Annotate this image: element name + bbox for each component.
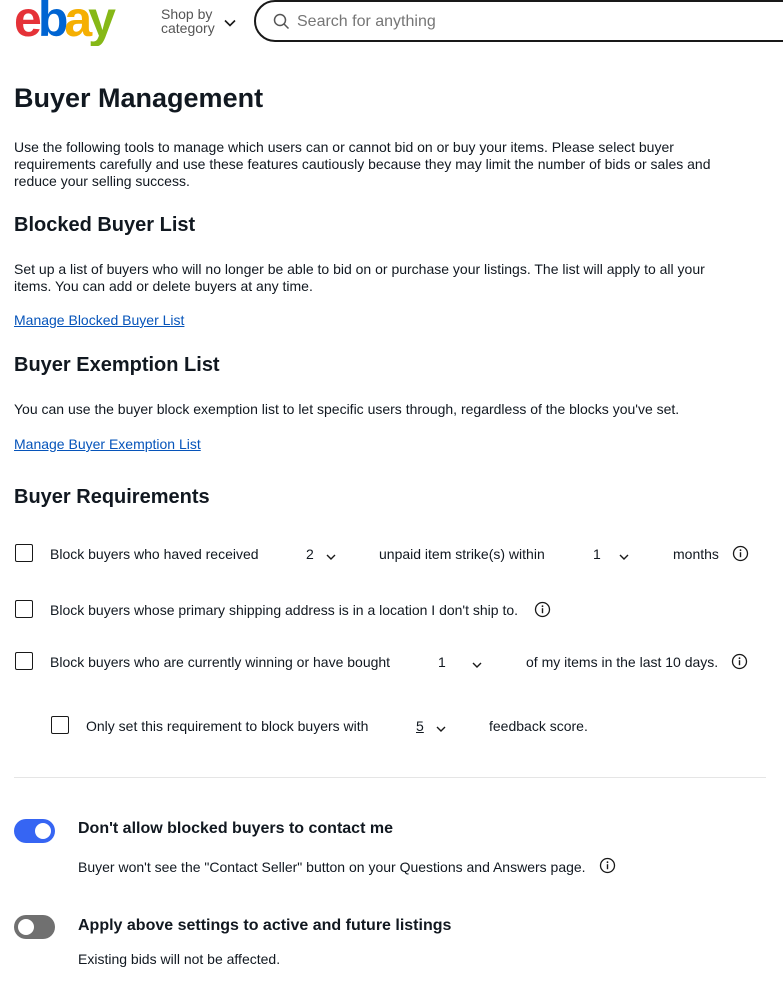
- chevron-down-icon: [435, 722, 447, 734]
- items-value: 1: [438, 654, 446, 670]
- chevron-down-icon: [471, 658, 483, 670]
- score-select[interactable]: [416, 718, 450, 734]
- feedback-score-label: Only set this requirement to block buyers with: [86, 718, 369, 734]
- unpaid-strike-checkbox[interactable]: [15, 544, 33, 562]
- toggle-knob: [35, 823, 51, 839]
- contact-toggle[interactable]: [14, 819, 55, 843]
- toggle-knob: [18, 919, 34, 935]
- strikes-mid-text: unpaid item strike(s) within: [379, 546, 545, 562]
- info-icon[interactable]: [732, 545, 749, 562]
- shop-by-category-button[interactable]: [161, 7, 215, 35]
- requirements-heading: Buyer Requirements: [14, 486, 210, 508]
- exemption-text: You can use the buyer block exemption list to let specific users through, regardless of the blocks you've set.: [14, 401, 680, 417]
- search-icon: [273, 13, 290, 30]
- feedback-score-checkbox[interactable]: [51, 716, 69, 734]
- info-icon[interactable]: [731, 653, 748, 670]
- blocked-text: Set up a list of buyers who will no longer be able to bid on or purchase your listings. The list will apply to all your items. You can add or delete buyers at any time.: [14, 261, 705, 294]
- shop-by-line1: Shop by: [161, 6, 213, 22]
- search-input[interactable]: [297, 10, 767, 34]
- contact-toggle-title: Don't allow blocked buyers to contact me: [78, 820, 393, 837]
- unpaid-strike-label: Block buyers who haved received: [50, 546, 259, 562]
- svg-text:ebay: ebay: [14, 0, 112, 46]
- apply-settings-toggle[interactable]: [14, 915, 55, 939]
- shipping-location-label: Block buyers whose primary shipping address is in a location I don't ship to.: [50, 602, 519, 618]
- winning-items-checkbox[interactable]: [15, 652, 33, 670]
- strikes-select[interactable]: [306, 546, 340, 562]
- page-title: Buyer Management: [14, 83, 264, 113]
- ebay-logo[interactable]: [14, 0, 134, 46]
- search-bar: [254, 0, 783, 42]
- contact-toggle-desc: Buyer won't see the "Contact Seller" button on your Questions and Answers page.: [78, 859, 586, 875]
- months-value: 1: [593, 546, 601, 562]
- months-select[interactable]: [593, 546, 633, 562]
- chevron-down-icon: [325, 550, 337, 562]
- months-suffix: months: [673, 546, 719, 562]
- strikes-value: 2: [306, 546, 314, 562]
- shipping-location-checkbox[interactable]: [15, 600, 33, 618]
- score-value: 5: [416, 718, 424, 734]
- apply-settings-desc: Existing bids will not be affected.: [78, 951, 281, 967]
- chevron-down-icon: [223, 16, 237, 30]
- header: [0, 0, 783, 46]
- feedback-score-suffix: feedback score.: [489, 718, 588, 734]
- info-icon[interactable]: [599, 857, 616, 874]
- divider: [14, 777, 766, 778]
- apply-settings-title: Apply above settings to active and future listings: [78, 917, 452, 934]
- blocked-heading: Blocked Buyer List: [14, 214, 196, 236]
- items-select[interactable]: [438, 654, 486, 670]
- exemption-heading: Buyer Exemption List: [14, 354, 220, 376]
- winning-items-label: Block buyers who are currently winning or have bought: [50, 654, 391, 670]
- info-icon[interactable]: [534, 601, 551, 618]
- shop-by-line2: category: [161, 20, 215, 36]
- manage-blocked-link[interactable]: Manage Blocked Buyer List: [14, 312, 185, 328]
- manage-exemption-link[interactable]: Manage Buyer Exemption List: [14, 436, 201, 452]
- winning-items-suffix: of my items in the last 10 days.: [526, 654, 719, 670]
- chevron-down-icon: [618, 550, 630, 562]
- intro-text: Use the following tools to manage which users can or cannot bid on or buy your items. Please select buyer requirements carefully and use these features cautiously because they may limit the number of bids or sales and reduce your selling success.: [14, 139, 711, 189]
